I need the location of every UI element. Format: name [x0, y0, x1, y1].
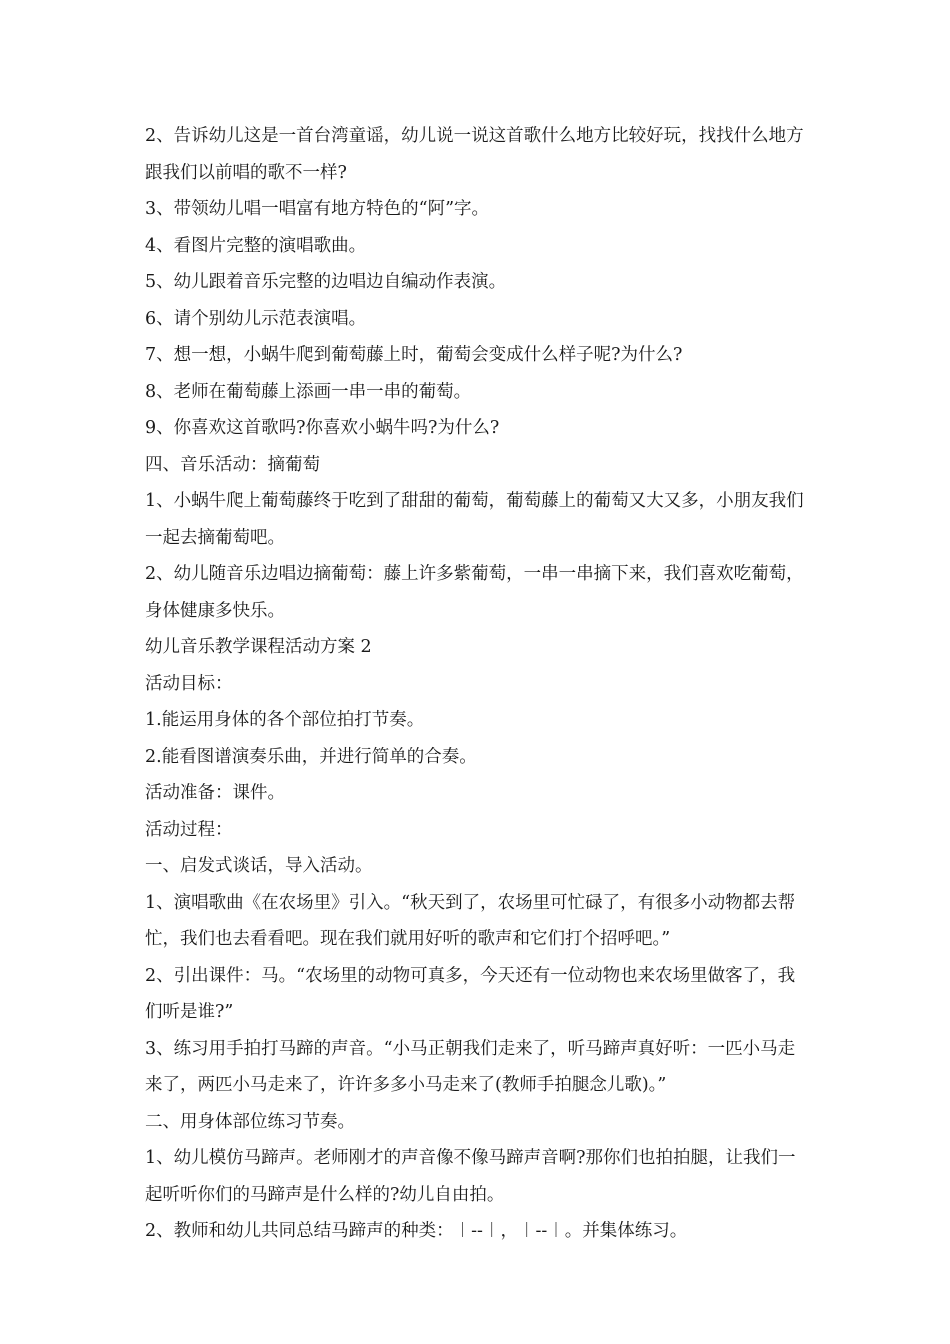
paragraph: 1、小蜗牛爬上葡萄藤终于吃到了甜甜的葡萄，葡萄藤上的葡萄又大又多，小朋友我们一起去摘葡萄吧。 [145, 491, 804, 548]
section-heading: 四、音乐活动：摘葡萄 [145, 454, 320, 475]
paragraph: 7、想一想，小蜗牛爬到葡萄藤上时，葡萄会变成什么样子呢?为什么? [145, 345, 683, 365]
paragraph: 2、幼儿随音乐边唱边摘葡萄：藤上许多紫葡萄，一串一串摘下来，我们喜欢吃葡萄，身体健康多快乐。 [145, 564, 804, 621]
paragraph: 3、带领幼儿唱一唱富有地方特色的“阿”字。 [145, 199, 490, 219]
paragraph: 3、练习用手拍打马蹄的声音。“小马正朝我们走来了，听马蹄声真好听：一匹小马走来了，两匹小马走来了，许许多多小马走来了(教师手拍腿念儿歌)。” [145, 1038, 796, 1095]
paragraph: 9、你喜欢这首歌吗?你喜欢小蜗牛吗?为什么? [145, 418, 500, 438]
paragraph: 6、请个别幼儿示范表演唱。 [145, 308, 367, 329]
paragraph: 2、引出课件：马。“农场里的动物可真多，今天还有一位动物也来农场里做客了，我们听是谁?” [145, 965, 796, 1022]
document-body [145, 118, 810, 1250]
paragraph: 8、老师在葡萄藤上添画一串一串的葡萄。 [145, 381, 472, 402]
paragraph: 2、教师和幼儿共同总结马蹄声的种类：︱--︱，︱--︱。并集体练习。 [145, 1221, 688, 1241]
section-heading: 活动目标： [145, 673, 233, 694]
paragraph: 2.能看图谱演奏乐曲，并进行简单的合奏。 [145, 746, 477, 767]
section-heading: 一、启发式谈话，导入活动。 [145, 856, 373, 876]
section-heading: 活动过程： [145, 819, 233, 840]
paragraph: 2、告诉幼儿这是一首台湾童谣，幼儿说一说这首歌什么地方比较好玩，找找什么地方跟我们以前唱的歌不一样? [145, 126, 804, 183]
paragraph: 1.能运用身体的各个部位拍打节奏。 [145, 710, 425, 730]
section-heading: 二、用身体部位练习节奏。 [145, 1111, 355, 1132]
section-heading: 活动准备：课件。 [145, 783, 285, 803]
paragraph: 4、看图片完整的演唱歌曲。 [145, 235, 367, 256]
paragraph: 1、幼儿模仿马蹄声。老师刚才的声音像不像马蹄声音啊?那你们也拍拍腿，让我们一起听听你们的马蹄声是什么样的?幼儿自由拍。 [145, 1148, 796, 1205]
plan-title: 幼儿音乐教学课程活动方案 2 [145, 637, 372, 657]
paragraph: 1、演唱歌曲《在农场里》引入。“秋天到了，农场里可忙碌了，有很多小动物都去帮忙，我们也去看看吧。现在我们就用好听的歌声和它们打个招呼吧。” [145, 892, 796, 949]
paragraph: 5、幼儿跟着音乐完整的边唱边自编动作表演。 [145, 272, 507, 292]
